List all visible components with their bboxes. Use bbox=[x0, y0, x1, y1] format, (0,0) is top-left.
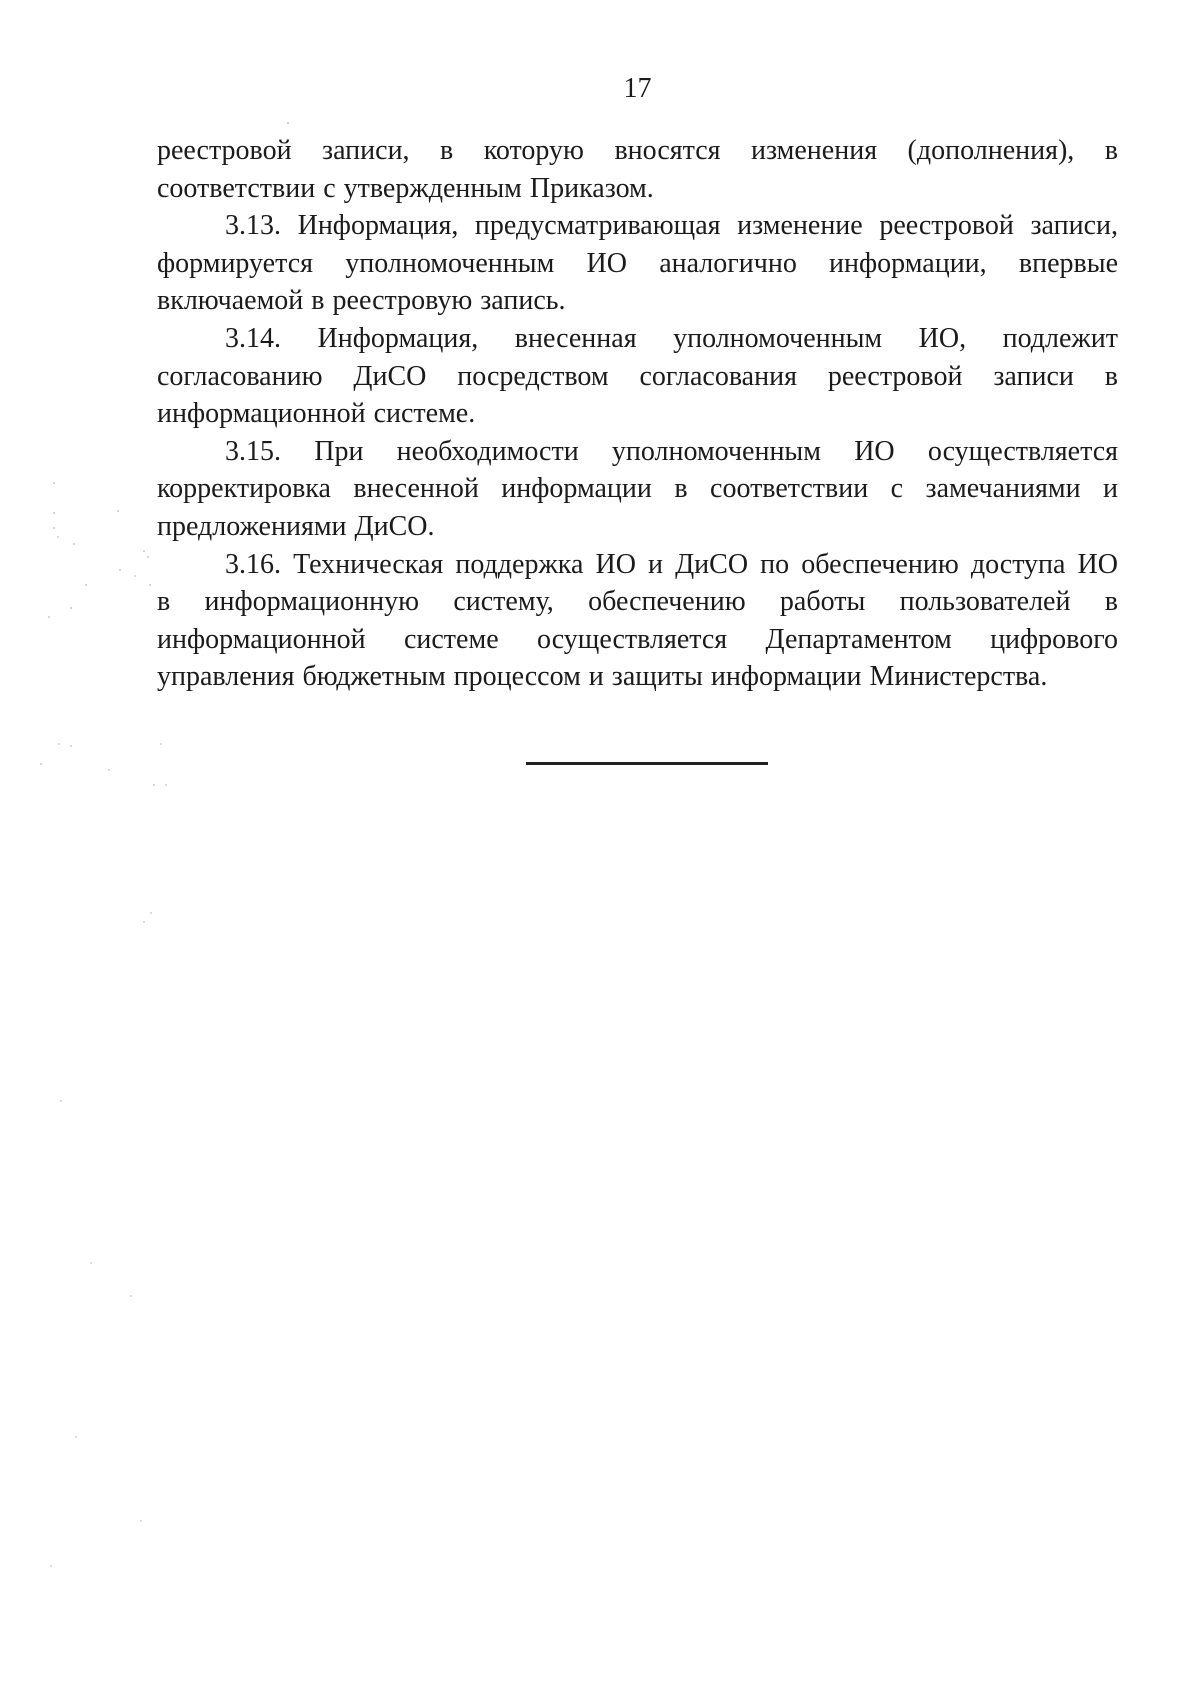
text-line: корректировка внесенной информации в соответствии с замечаниями и bbox=[157, 473, 1118, 505]
text-line: информационной системе осуществляется Департаментом цифрового bbox=[157, 623, 1118, 655]
text-line: формируется уполномоченным ИО аналогично информации, впервые bbox=[157, 247, 1118, 279]
text-line: соответствии с утвержденным Приказом. bbox=[157, 172, 654, 204]
text-line: согласованию ДиСО посредством согласования реестровой записи в bbox=[157, 360, 1118, 392]
paragraph-clause-3-15 bbox=[157, 433, 1118, 546]
signature-divider-line bbox=[526, 762, 768, 765]
text-line: реестровой записи, в которую вносятся изменения (дополнения), в bbox=[157, 135, 1118, 166]
paragraph-clause-3-14 bbox=[157, 320, 1118, 433]
text-line: управления бюджетным процессом и защиты информации Министерства. bbox=[157, 661, 1048, 693]
paragraph-clause-3-13 bbox=[157, 207, 1118, 320]
text-line: 3.13. Информация, предусматривающая изменение реестровой записи, bbox=[225, 210, 1118, 242]
text-line: 3.14. Информация, внесенная уполномоченным ИО, подлежит bbox=[225, 322, 1118, 354]
paragraph-clause-3-16 bbox=[157, 546, 1118, 696]
text-line: включаемой в реестровую запись. bbox=[157, 285, 566, 317]
text-line: информационной системе. bbox=[157, 398, 476, 430]
text-line: в информационную систему, обеспечению работы пользователей в bbox=[157, 586, 1118, 618]
paragraph-continuation bbox=[157, 132, 1118, 207]
page-number: 17 bbox=[623, 73, 652, 104]
text-line: 3.15. При необходимости уполномоченным ИО осуществляется bbox=[225, 435, 1118, 467]
scan-speckle-noise bbox=[0, 0, 2, 2]
document-body bbox=[157, 132, 1118, 696]
text-line: 3.16. Техническая поддержка ИО и ДиСО по обеспечению доступа ИО bbox=[225, 548, 1118, 580]
text-line: предложениями ДиСО. bbox=[157, 510, 435, 542]
